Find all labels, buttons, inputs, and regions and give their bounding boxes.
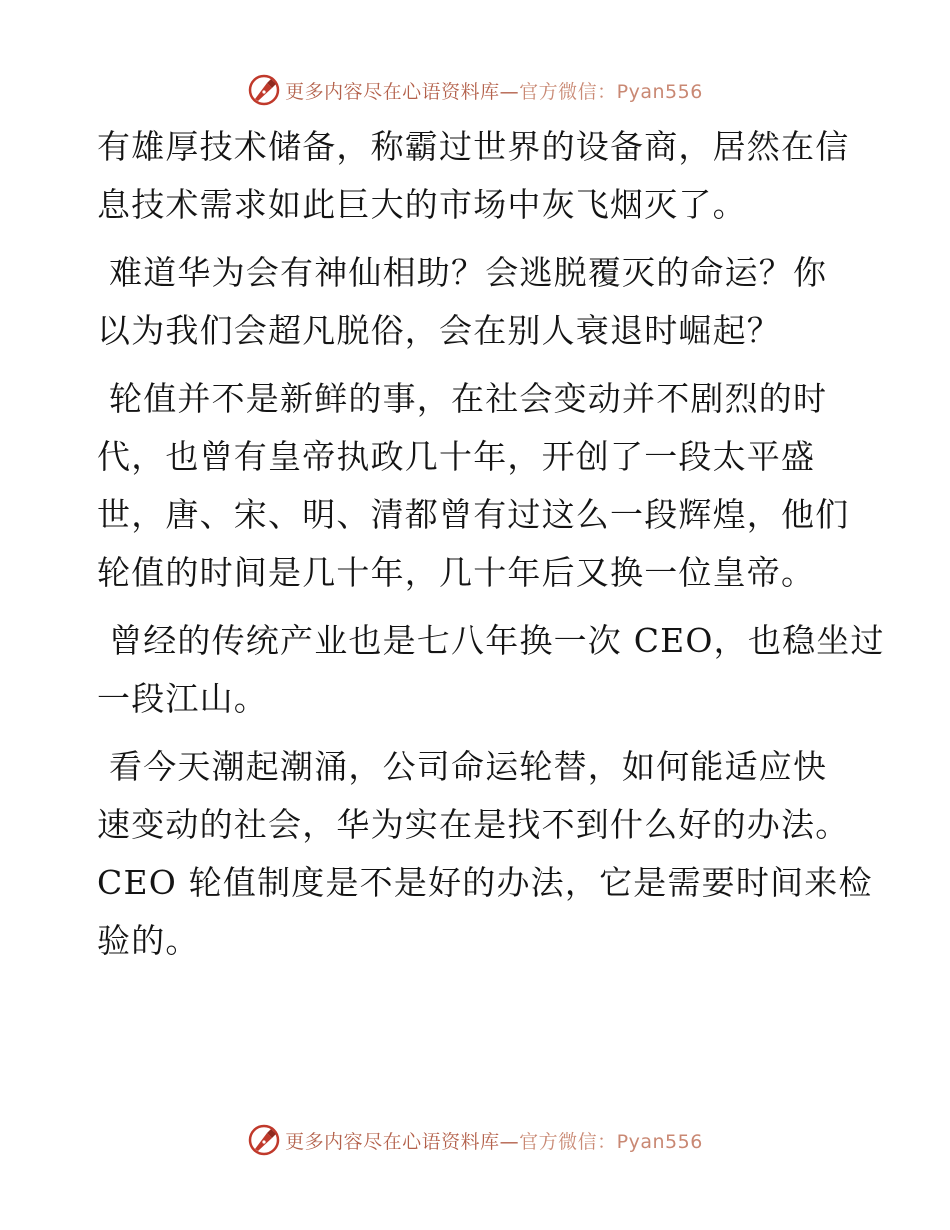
- pen-nib-logo-icon: [247, 73, 281, 107]
- text-line: 轮值并不是新鲜的事，在社会变动并不剧烈的时: [109, 379, 828, 418]
- header-wechat: 官方微信：Pyan556: [519, 80, 703, 103]
- pen-nib-logo-icon: [247, 1123, 281, 1157]
- header-separator: —: [499, 80, 520, 103]
- text-line: CEO 轮值制度是不是好的办法，它是需要时间来检: [97, 863, 873, 902]
- text-line: 曾经的传统产业也是七八年换一次 CEO，也稳坐过: [109, 621, 885, 660]
- paragraph-1: [97, 118, 857, 234]
- text-line: 轮值的时间是几十年，几十年后又换一位皇帝。: [97, 553, 816, 592]
- document-body: [97, 118, 885, 980]
- text-line: 世，唐、宋、明、清都曾有过这么一段辉煌，他们: [97, 495, 850, 534]
- footer-banner: [0, 1120, 950, 1160]
- header-site-name: 更多内容尽在心语资料库: [285, 80, 500, 103]
- paragraph-4: [97, 612, 885, 728]
- header-banner-text: [285, 77, 703, 104]
- text-line: 以为我们会超凡脱俗，会在别人衰退时崛起？: [97, 311, 781, 350]
- header-banner: [0, 70, 950, 110]
- text-line: 难道华为会有神仙相助？会逃脱覆灭的命运？你: [109, 253, 828, 292]
- footer-separator: —: [499, 1130, 520, 1153]
- text-line: 代，也曾有皇帝执政几十年，开创了一段太平盛: [97, 437, 816, 476]
- text-line: 验的。: [97, 921, 200, 960]
- text-line: 看今天潮起潮涌，公司命运轮替，如何能适应快: [109, 747, 828, 786]
- text-line: 一段江山。: [97, 679, 268, 718]
- paragraph-3: [97, 370, 857, 602]
- footer-banner-text: [285, 1127, 703, 1154]
- paragraph-5: [97, 738, 873, 970]
- paragraph-2: [97, 244, 857, 360]
- text-line: 息技术需求如此巨大的市场中灰飞烟灭了。: [97, 185, 747, 224]
- text-line: 速变动的社会，华为实在是找不到什么好的办法。: [97, 805, 850, 844]
- footer-site-name: 更多内容尽在心语资料库: [285, 1130, 500, 1153]
- text-line: 有雄厚技术储备，称霸过世界的设备商，居然在信: [97, 127, 850, 166]
- footer-wechat: 官方微信：Pyan556: [519, 1130, 703, 1153]
